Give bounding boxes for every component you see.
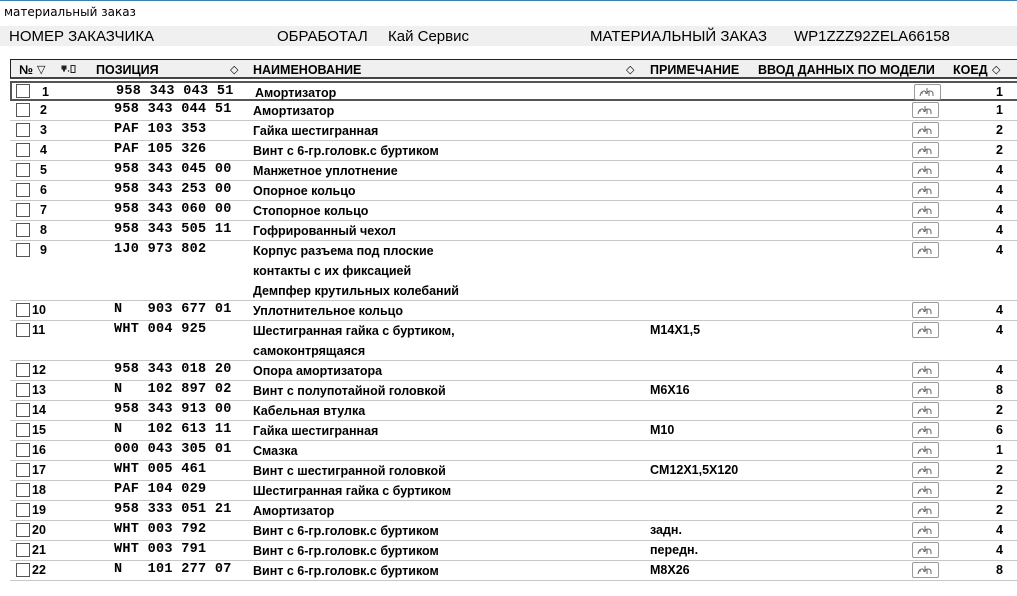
table-row[interactable]: [10, 241, 1017, 301]
part-quantity: 4: [996, 243, 1003, 257]
model-input-icon: [917, 365, 934, 375]
part-name-line: Винт с полупотайной головкой: [253, 384, 446, 398]
column-header-note[interactable]: ПРИМЕЧАНИЕ: [650, 63, 740, 77]
window-title: материальный заказ: [4, 5, 136, 19]
model-input-icon: [917, 405, 934, 415]
part-quantity: 4: [996, 523, 1003, 537]
part-name: [253, 301, 403, 321]
part-name: [253, 361, 382, 381]
model-input-button[interactable]: [912, 162, 939, 178]
model-input-icon: [917, 325, 934, 335]
part-position: WHT 003 791: [114, 542, 207, 557]
model-input-button[interactable]: [912, 482, 939, 498]
table-row[interactable]: [10, 161, 1017, 181]
model-input-icon: [917, 125, 934, 135]
part-note: M14X1,5: [650, 323, 701, 337]
model-input-button[interactable]: [912, 142, 939, 158]
model-input-button[interactable]: [912, 462, 939, 478]
part-position: 958 343 018 20: [114, 362, 232, 377]
part-name-line: Шестигранная гайка с буртиком: [253, 484, 452, 498]
part-name: [253, 381, 446, 401]
part-position: 958 343 253 00: [114, 182, 232, 197]
part-name-line: Опора амортизатора: [253, 364, 383, 378]
row-checkbox[interactable]: [16, 323, 30, 337]
material-order-label: МАТЕРИАЛЬНЫЙ ЗАКАЗ: [590, 28, 768, 45]
part-position: N 101 277 07: [114, 562, 232, 577]
row-checkbox[interactable]: [16, 143, 30, 157]
position-marker-icon: ◇: [230, 64, 239, 76]
part-quantity: 4: [996, 543, 1003, 557]
row-checkbox[interactable]: [16, 163, 30, 177]
row-checkbox[interactable]: [16, 223, 30, 237]
row-checkbox[interactable]: [16, 363, 30, 377]
model-input-button[interactable]: [914, 84, 941, 100]
row-number: 9: [40, 243, 47, 257]
part-note: передн.: [650, 543, 699, 557]
part-quantity: 4: [996, 163, 1003, 177]
model-input-button[interactable]: [912, 202, 939, 218]
part-name: [253, 481, 451, 501]
part-name: [253, 241, 459, 301]
model-input-icon: [917, 305, 934, 315]
part-quantity: 1: [996, 443, 1003, 457]
table-row[interactable]: [10, 301, 1017, 321]
part-note: CM12X1,5X120: [650, 463, 739, 477]
part-position: PAF 103 353: [114, 122, 207, 137]
table-row[interactable]: [10, 201, 1017, 221]
model-input-icon: [917, 145, 934, 155]
table-row[interactable]: [10, 521, 1017, 541]
part-name-line: Манжетное уплотнение: [253, 164, 398, 178]
model-input-button[interactable]: [912, 122, 939, 138]
part-name-line: Уплотнительное кольцо: [253, 304, 403, 318]
part-name: [253, 461, 446, 481]
part-name-line: Амортизатор: [253, 504, 335, 518]
part-note: задн.: [650, 523, 682, 537]
model-input-button[interactable]: [912, 102, 939, 118]
row-number: 10: [32, 303, 46, 317]
part-position: 958 333 051 21: [114, 502, 232, 517]
part-quantity: 2: [996, 143, 1003, 157]
part-name-line: Амортизатор: [253, 104, 335, 118]
part-name: [253, 101, 334, 121]
table-row[interactable]: [10, 461, 1017, 481]
part-name: [253, 221, 396, 241]
row-number: 1: [42, 85, 49, 99]
row-checkbox[interactable]: [16, 483, 30, 497]
model-input-icon: [919, 87, 936, 97]
part-name-line: Корпус разъема под плоские: [253, 244, 434, 258]
part-name: [253, 201, 368, 221]
part-note: M6X16: [650, 383, 690, 397]
row-number: 18: [32, 483, 46, 497]
part-position: 000 043 305 01: [114, 442, 232, 457]
part-position: 958 343 060 00: [114, 202, 232, 217]
row-checkbox[interactable]: [16, 523, 30, 537]
part-name-line: Винт с 6-гр.головк.с буртиком: [253, 144, 439, 158]
part-name: [253, 501, 334, 521]
part-quantity: 2: [996, 123, 1003, 137]
model-input-icon: [917, 185, 934, 195]
part-position: N 903 677 01: [114, 302, 232, 317]
material-order-value: WP1ZZZ92ZELA66158: [794, 28, 950, 45]
part-name-line: Опорное кольцо: [253, 184, 356, 198]
part-name-line: Кабельная втулка: [253, 404, 366, 418]
model-input-button[interactable]: [912, 382, 939, 398]
row-number: 8: [40, 223, 47, 237]
processed-by-label: ОБРАБОТАЛ: [277, 28, 368, 45]
sort-icon[interactable]: ▽: [37, 64, 46, 76]
row-checkbox[interactable]: [16, 103, 30, 117]
row-checkbox[interactable]: [16, 463, 30, 477]
column-header-number[interactable]: №: [19, 63, 33, 77]
part-quantity: 8: [996, 383, 1003, 397]
part-name-line: Шестигранная гайка с буртиком,: [253, 324, 455, 338]
model-input-icon: [917, 545, 934, 555]
part-name: [253, 421, 378, 441]
part-quantity: 1: [996, 103, 1003, 117]
table-header: [10, 59, 1017, 79]
part-position: N 102 897 02: [114, 382, 232, 397]
model-input-icon: [917, 205, 934, 215]
column-header-model-input[interactable]: ВВОД ДАННЫХ ПО МОДЕЛИ: [758, 63, 935, 77]
part-note: M8X26: [650, 563, 690, 577]
part-position: PAF 104 029: [114, 482, 207, 497]
part-name-line: Винт с шестигранной головкой: [253, 464, 446, 478]
row-checkbox[interactable]: [16, 383, 30, 397]
column-header-name[interactable]: НАИМЕНОВАНИЕ: [253, 63, 362, 77]
row-number: 19: [32, 503, 46, 517]
model-input-button[interactable]: [912, 522, 939, 538]
part-quantity: 2: [996, 403, 1003, 417]
row-checkbox[interactable]: [16, 423, 30, 437]
part-quantity: 4: [996, 203, 1003, 217]
row-number: 7: [40, 203, 47, 217]
row-number: 3: [40, 123, 47, 137]
table-row[interactable]: [10, 121, 1017, 141]
model-input-icon: [917, 445, 934, 455]
row-checkbox[interactable]: [16, 203, 30, 217]
table-row[interactable]: [10, 421, 1017, 441]
part-name: [253, 561, 439, 581]
name-marker-icon: ◇: [626, 64, 635, 76]
part-note: M10: [650, 423, 675, 437]
part-name: [253, 541, 439, 561]
table-row[interactable]: [10, 501, 1017, 521]
row-checkbox[interactable]: [16, 503, 30, 517]
part-name: [253, 161, 398, 181]
order-info-bar: [0, 26, 1017, 46]
part-name: [253, 441, 298, 461]
row-checkbox[interactable]: [16, 84, 30, 98]
row-number: 17: [32, 463, 46, 477]
row-number: 12: [32, 363, 46, 377]
part-quantity: 4: [996, 363, 1003, 377]
table-row[interactable]: [10, 101, 1017, 121]
model-input-button[interactable]: [912, 302, 939, 318]
part-name: [253, 321, 455, 361]
row-checkbox[interactable]: [16, 123, 30, 137]
part-name-line: Амортизатор: [255, 86, 337, 100]
model-input-button[interactable]: [912, 422, 939, 438]
row-checkbox[interactable]: [16, 543, 30, 557]
row-number: 4: [40, 143, 47, 157]
table-row[interactable]: [10, 221, 1017, 241]
row-number: 22: [32, 563, 46, 577]
part-position: WHT 005 461: [114, 462, 207, 477]
part-position: WHT 003 792: [114, 522, 207, 537]
part-name-line: Демпфер крутильных колебаний: [253, 284, 459, 298]
model-input-icon: [917, 525, 934, 535]
model-input-button[interactable]: [912, 502, 939, 518]
row-checkbox[interactable]: [16, 183, 30, 197]
window-top-accent: [0, 0, 1017, 1]
part-quantity: 2: [996, 463, 1003, 477]
row-number: 6: [40, 183, 47, 197]
row-number: 21: [32, 543, 46, 557]
table-row[interactable]: [10, 541, 1017, 561]
part-position: PAF 105 326: [114, 142, 207, 157]
row-number: 11: [32, 323, 46, 337]
part-name-line: Смазка: [253, 444, 298, 458]
row-checkbox[interactable]: [16, 303, 30, 317]
model-input-button[interactable]: [912, 222, 939, 238]
part-position: 958 343 044 51: [114, 102, 232, 117]
row-checkbox[interactable]: [16, 403, 30, 417]
part-name-line: Винт с 6-гр.головк.с буртиком: [253, 564, 439, 578]
table-row[interactable]: [10, 481, 1017, 501]
row-number: 5: [40, 163, 47, 177]
column-toggle-icon[interactable]: [61, 64, 77, 77]
part-name: [253, 141, 439, 161]
part-name: [255, 83, 336, 103]
row-checkbox[interactable]: [16, 443, 30, 457]
table-row[interactable]: [10, 361, 1017, 381]
part-name: [253, 121, 378, 141]
part-quantity: 1: [996, 85, 1003, 99]
table-row[interactable]: [10, 381, 1017, 401]
model-input-button[interactable]: [912, 442, 939, 458]
column-header-qty[interactable]: КОЕД: [953, 63, 988, 77]
part-quantity: 4: [996, 323, 1003, 337]
model-input-icon: [917, 505, 934, 515]
part-position: 958 343 505 11: [114, 222, 232, 237]
part-name-line: Гайка шестигранная: [253, 124, 379, 138]
row-checkbox[interactable]: [16, 243, 30, 257]
part-position: 958 343 043 51: [116, 84, 234, 99]
part-name-line: самоконтрящаяся: [253, 344, 366, 358]
part-name: [253, 181, 356, 201]
model-input-button[interactable]: [912, 562, 939, 578]
parts-table-body: [10, 81, 1017, 581]
row-number: 15: [32, 423, 46, 437]
table-row[interactable]: [10, 81, 1017, 101]
row-number: 2: [40, 103, 47, 117]
model-input-icon: [917, 225, 934, 235]
part-name-line: контакты с их фиксацией: [253, 264, 412, 278]
part-quantity: 6: [996, 423, 1003, 437]
model-input-button[interactable]: [912, 542, 939, 558]
model-input-icon: [917, 465, 934, 475]
table-row[interactable]: [10, 181, 1017, 201]
row-number: 20: [32, 523, 46, 537]
part-position: WHT 004 925: [114, 322, 207, 337]
table-row[interactable]: [10, 561, 1017, 581]
part-quantity: 4: [996, 183, 1003, 197]
column-header-position[interactable]: ПОЗИЦИЯ: [96, 63, 159, 77]
part-position: 1J0 973 802: [114, 242, 207, 257]
table-row[interactable]: [10, 441, 1017, 461]
row-number: 14: [32, 403, 46, 417]
table-row[interactable]: [10, 401, 1017, 421]
part-position: N 102 613 11: [114, 422, 232, 437]
model-input-icon: [917, 485, 934, 495]
part-name-line: Стопорное кольцо: [253, 204, 369, 218]
part-name-line: Гофрированный чехол: [253, 224, 396, 238]
part-position: 958 343 045 00: [114, 162, 232, 177]
part-name-line: Гайка шестигранная: [253, 424, 379, 438]
part-quantity: 8: [996, 563, 1003, 577]
model-input-icon: [917, 105, 934, 115]
qty-marker-icon: ◇: [992, 64, 1001, 76]
part-quantity: 2: [996, 483, 1003, 497]
customer-number-label: НОМЕР ЗАКАЗЧИКА: [9, 28, 155, 45]
part-name-line: Винт с 6-гр.головк.с буртиком: [253, 544, 439, 558]
part-name: [253, 401, 365, 421]
row-checkbox[interactable]: [16, 563, 30, 577]
model-input-icon: [917, 165, 934, 175]
model-input-button[interactable]: [912, 322, 939, 338]
row-number: 16: [32, 443, 46, 457]
model-input-icon: [917, 245, 934, 255]
model-input-icon: [917, 385, 934, 395]
model-input-button[interactable]: [912, 362, 939, 378]
part-quantity: 4: [996, 223, 1003, 237]
part-name: [253, 521, 439, 541]
table-row[interactable]: [10, 141, 1017, 161]
part-quantity: 2: [996, 503, 1003, 517]
part-name-line: Винт с 6-гр.головк.с буртиком: [253, 524, 439, 538]
row-number: 13: [32, 383, 46, 397]
processed-by-value: Кай Сервис: [388, 28, 469, 45]
table-row[interactable]: [10, 321, 1017, 361]
part-position: 958 343 913 00: [114, 402, 232, 417]
model-input-button[interactable]: [912, 182, 939, 198]
model-input-button[interactable]: [912, 242, 939, 258]
part-quantity: 4: [996, 303, 1003, 317]
model-input-icon: [917, 565, 934, 575]
model-input-button[interactable]: [912, 402, 939, 418]
model-input-icon: [917, 425, 934, 435]
